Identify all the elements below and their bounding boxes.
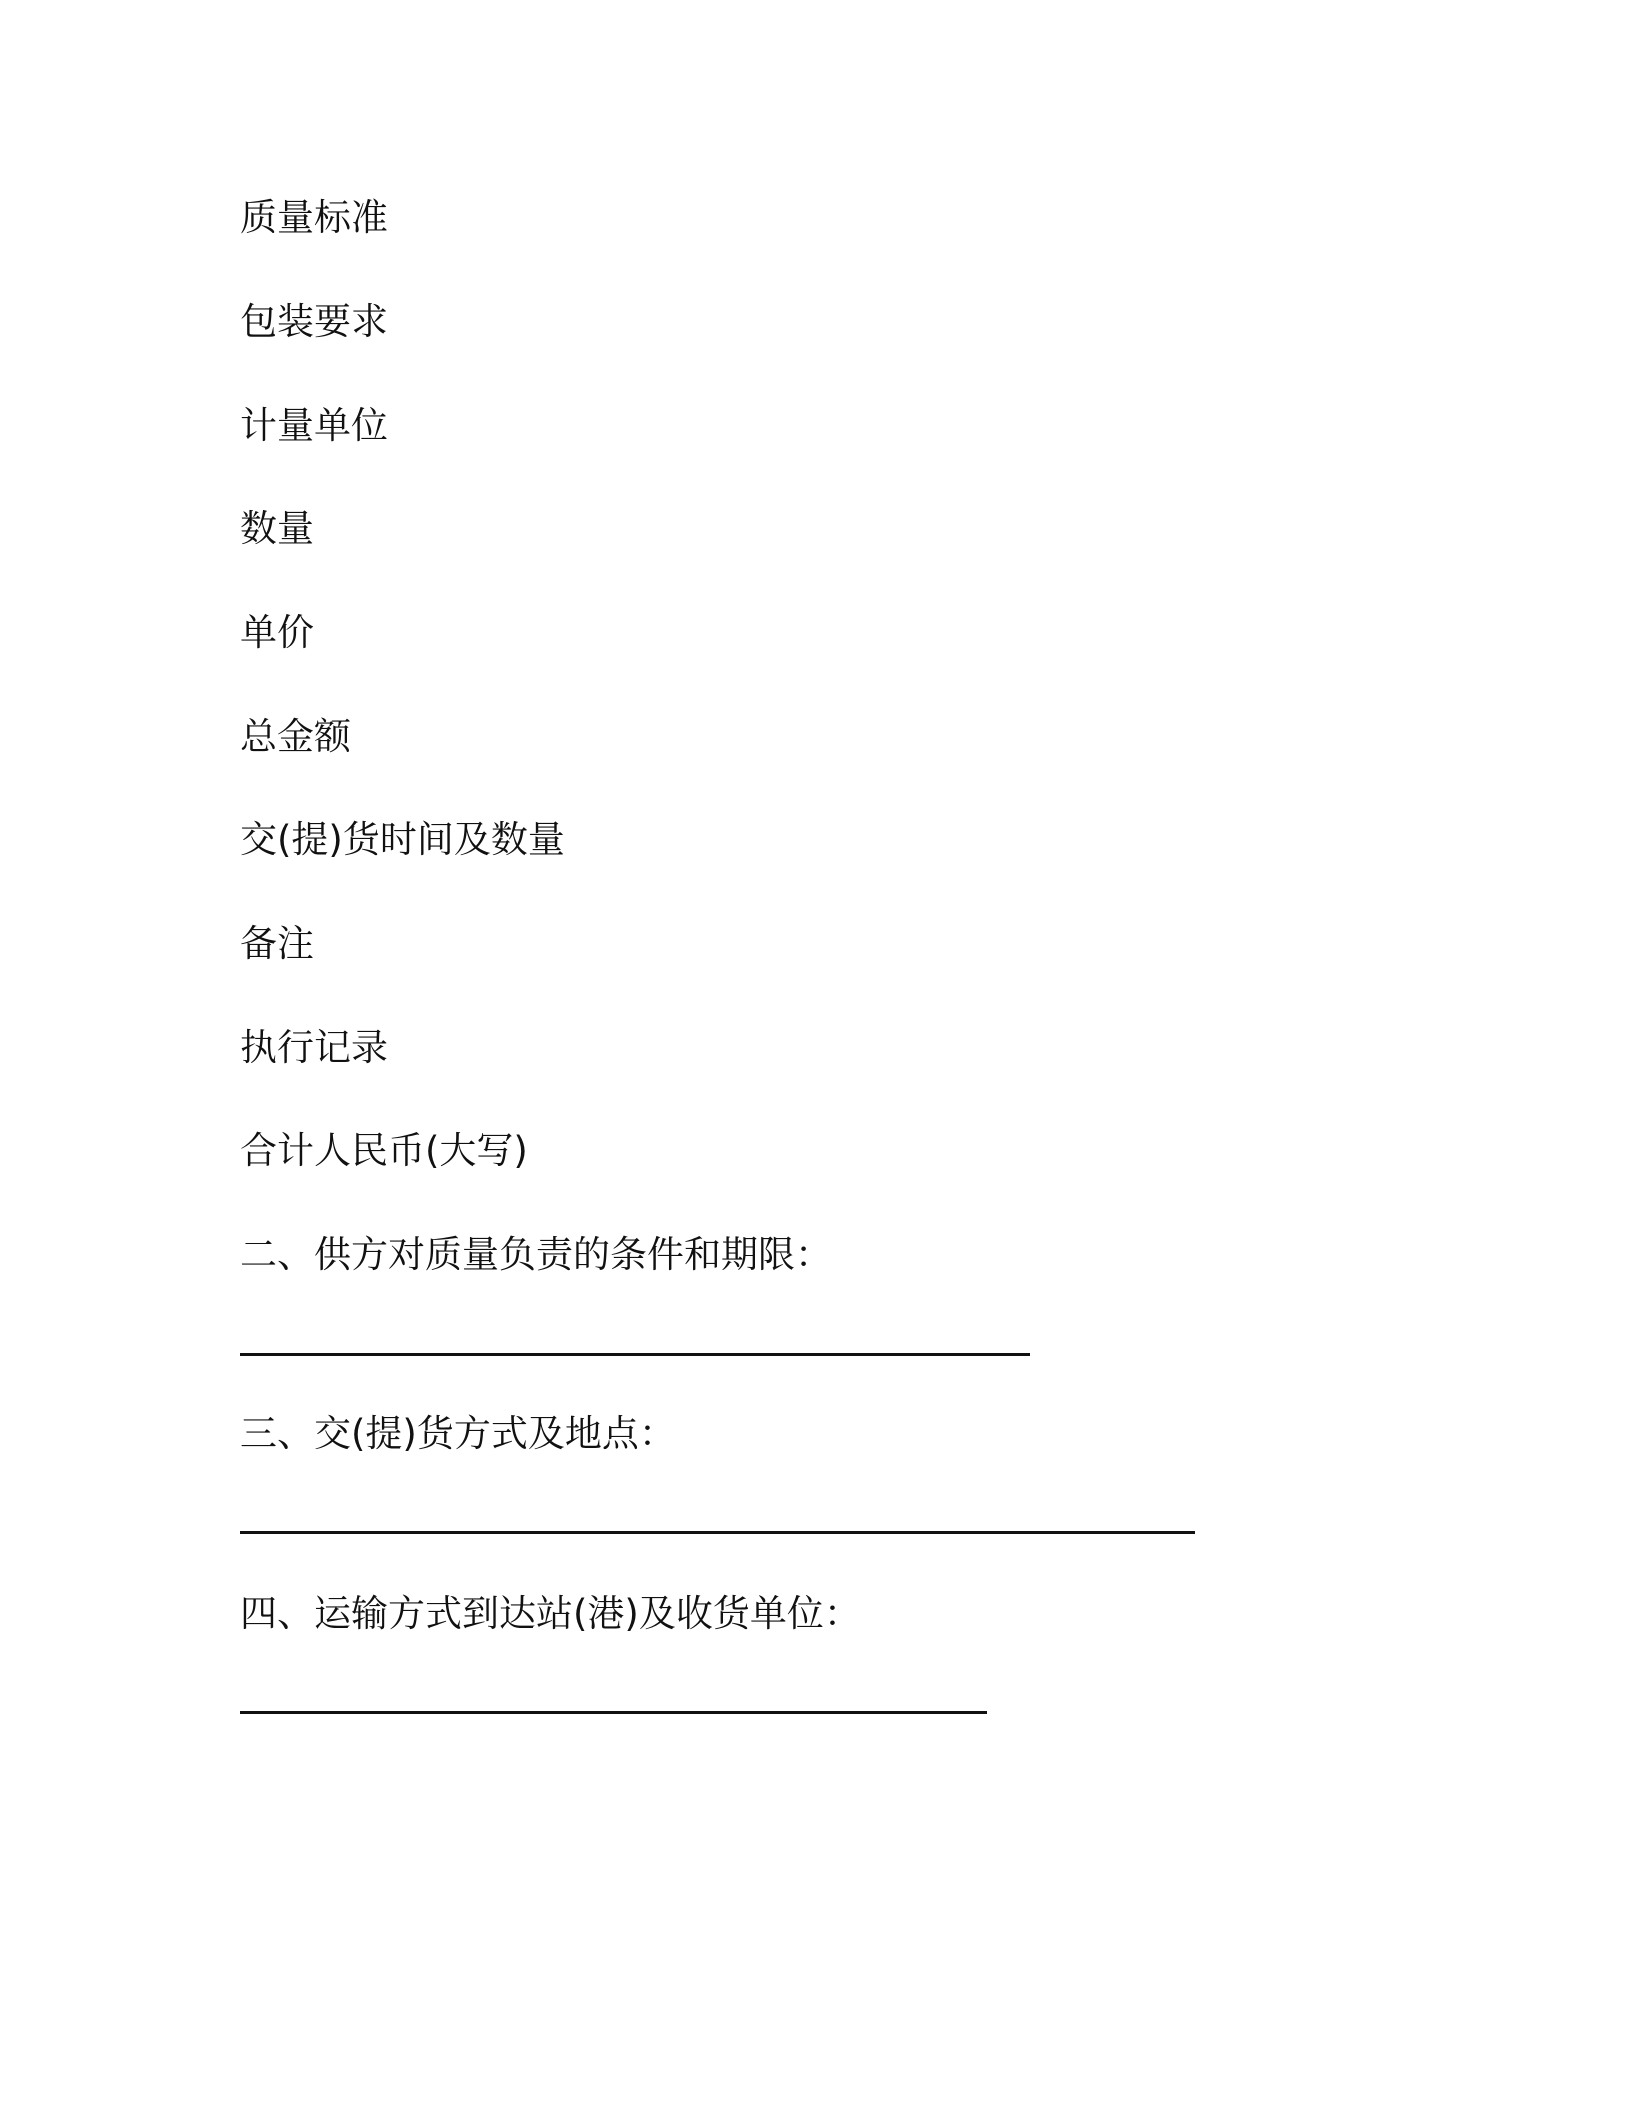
field-total-amount: 总金额 [240,715,351,758]
field-delivery-time-quantity: 交(提)货时间及数量 [240,818,565,861]
field-packaging-requirements: 包装要求 [240,300,388,343]
section-heading-quality-responsibility: 二、供方对质量负责的条件和期限： [240,1233,832,1276]
fill-in-blank-line [240,1531,1195,1534]
section-heading-transport-destination: 四、运输方式到达站(港)及收货单位： [240,1592,861,1635]
field-measurement-unit: 计量单位 [240,404,388,447]
fill-in-blank-line [240,1711,987,1714]
field-total-rmb-uppercase: 合计人民币(大写) [240,1129,528,1172]
field-quantity: 数量 [240,507,314,550]
field-remarks: 备注 [240,922,314,965]
section-heading-delivery-method: 三、交(提)货方式及地点： [240,1412,676,1455]
field-unit-price: 单价 [240,611,314,654]
field-quality-standard: 质量标准 [240,196,388,239]
fill-in-blank-line [240,1353,1030,1356]
field-execution-record: 执行记录 [240,1026,388,1069]
